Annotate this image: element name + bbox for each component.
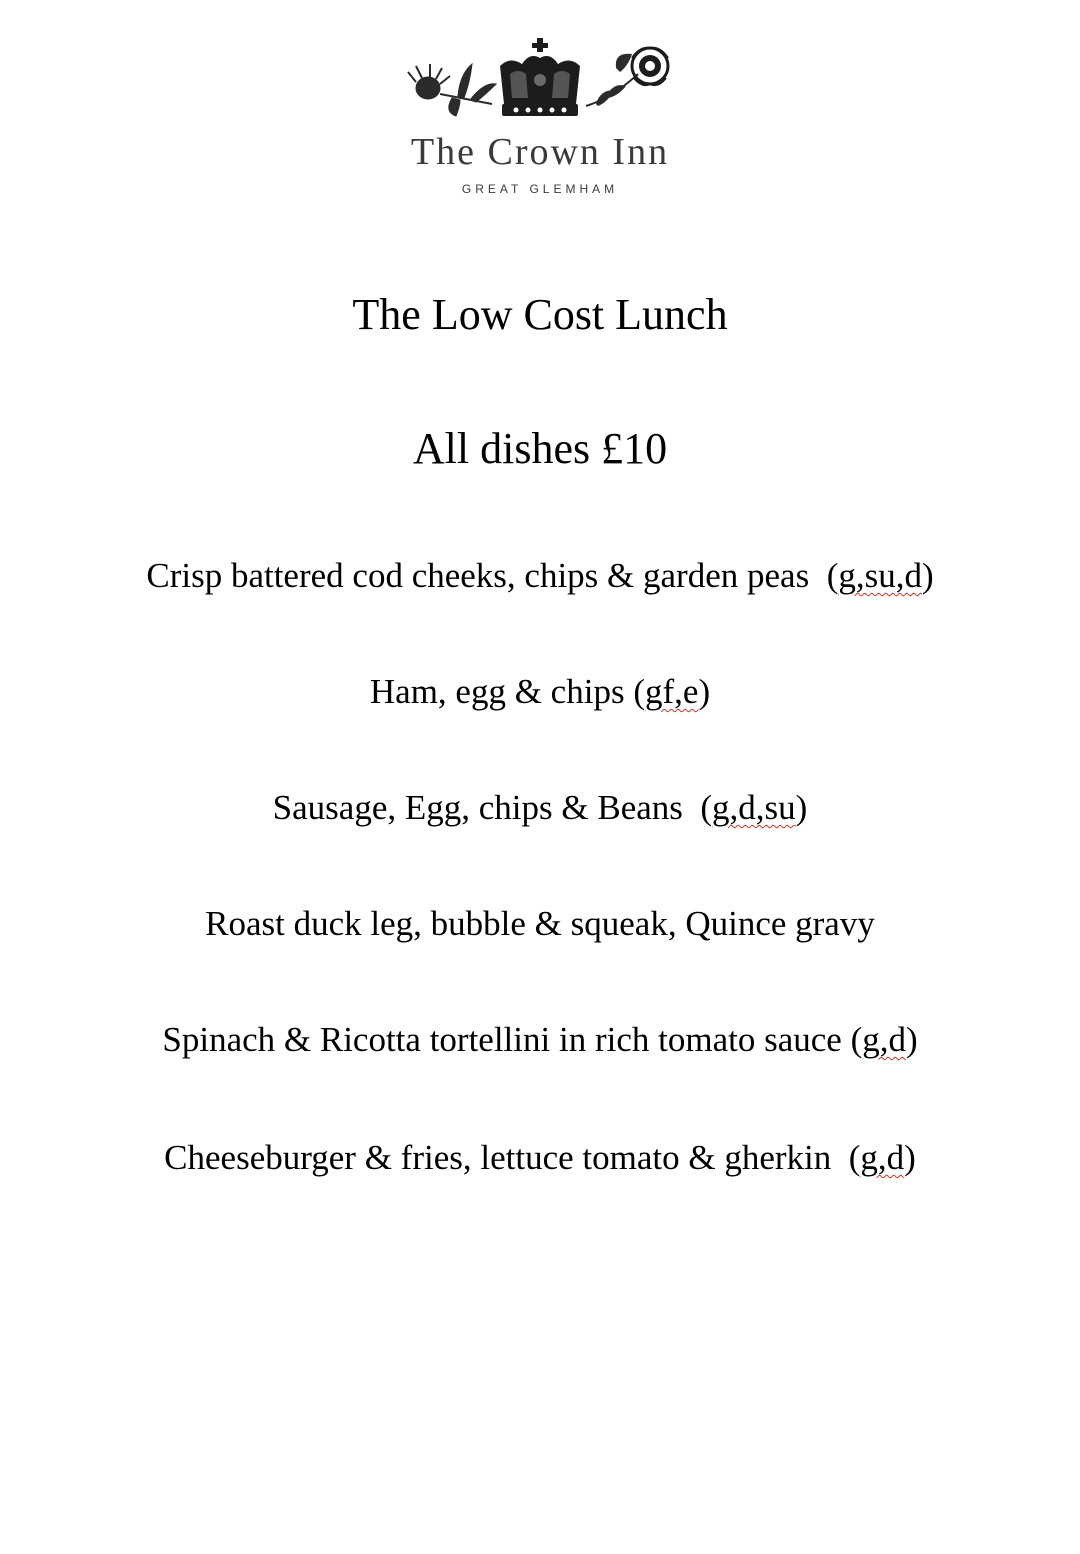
dish-name: Ham, egg & chips <box>369 672 625 711</box>
dish-allergens: gf,e <box>644 672 699 711</box>
dish-item <box>0 903 1080 945</box>
dish-allergens: g,d <box>862 1020 906 1059</box>
crown-inn-logo <box>0 34 1080 196</box>
rose-icon <box>586 48 668 106</box>
dish-allergens: g,su,d <box>838 556 922 595</box>
dish-item: Spinach & Ricotta tortellini in rich tomato sauce (g,d) <box>162 1020 918 1059</box>
dish-item: Cheeseburger & fries, lettuce tomato & gherkin (g,d) <box>164 1138 916 1177</box>
dish-name: Cheeseburger & fries, lettuce tomato & gherkin <box>164 1138 832 1177</box>
dish-item: Sausage, Egg, chips & Beans (g,d,su) <box>272 788 808 827</box>
dish-name: Sausage, Egg, chips & Beans <box>272 788 683 827</box>
emblem <box>400 34 680 122</box>
brand-place: GREAT GLEMHAM <box>461 182 619 196</box>
dish-name: Roast duck leg, bubble & squeak, Quince gravy <box>205 904 875 943</box>
price-line: All dishes £10 <box>412 424 668 473</box>
dish-item: Crisp battered cod cheeks, chips & garden peas (g,su,d) <box>146 556 934 595</box>
dish-allergens: g,d <box>860 1138 905 1177</box>
dish-allergens: g,d,su <box>712 788 796 827</box>
thistle-icon <box>408 64 496 116</box>
crown-icon <box>500 38 580 116</box>
brand-name: The Crown Inn <box>410 131 670 173</box>
menu-title: The Low Cost Lunch <box>352 290 728 339</box>
dish-item: Ham, egg & chips (gf,e) <box>369 672 711 711</box>
dish-name: Crisp battered cod cheeks, chips & garden peas <box>146 556 810 595</box>
dish-name: Spinach & Ricotta tortellini in rich tomato sauce <box>162 1020 842 1059</box>
